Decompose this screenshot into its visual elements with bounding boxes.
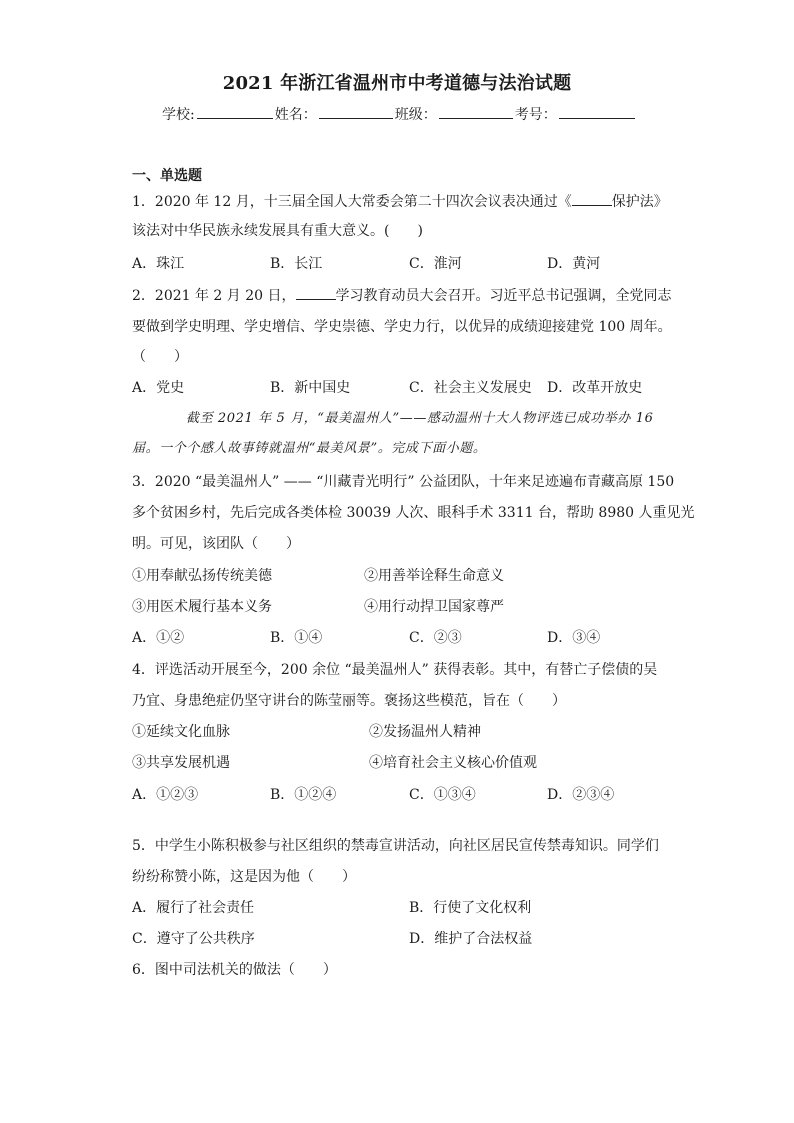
school-label: 学校: xyxy=(162,107,195,123)
student-info-line xyxy=(162,104,637,124)
q5-option-c: C．遵守了公共秩序 xyxy=(132,931,255,947)
name-blank[interactable] xyxy=(319,105,393,119)
school-blank[interactable] xyxy=(197,105,273,119)
q4-choice-4: ④培育社会主义核心价值观 xyxy=(369,755,537,771)
page-title: 2021 年浙江省温州市中考道德与法治试题 xyxy=(222,73,572,94)
q1-option-a: A．珠江 xyxy=(132,256,185,272)
q2-blank xyxy=(296,286,336,300)
q3-option-a: A．①② xyxy=(132,630,185,646)
name-label: 姓名： xyxy=(274,107,317,123)
q2-stem-part2: 学习教育动员大会召开。习近平总书记强调，全党同志 xyxy=(335,288,672,304)
class-label: 班级： xyxy=(394,107,437,123)
q4-choice-3: ③共享发展机遇 xyxy=(132,755,230,771)
q4-line2: 乃宜、身患绝症仍坚守讲台的陈莹丽等。褒扬这些模范，旨在（ ） xyxy=(132,693,566,709)
q3-option-b: B．①④ xyxy=(270,630,323,646)
q5-line1: 5．中学生小陈积极参与社区组织的禁毒宣讲活动，向社区居民宣传禁毒知识。同学们 xyxy=(132,838,659,854)
q4-option-c: C．①③④ xyxy=(409,787,476,803)
class-blank[interactable] xyxy=(439,105,513,119)
q2-stem-part1: 2．2021 年 2 月 20 日， xyxy=(132,288,296,304)
exam-no-label: 考号： xyxy=(514,107,557,123)
q3-choice-3: ③用医术履行基本义务 xyxy=(132,599,272,615)
q2-line1 xyxy=(132,286,672,306)
q1-option-d: D．黄河 xyxy=(547,256,601,272)
q5-option-d: D．维护了合法权益 xyxy=(409,931,533,947)
section-heading: 一、单选题 xyxy=(132,168,202,184)
q3-option-c: C．②③ xyxy=(409,630,462,646)
q3-line1: 3．2020 “最美温州人” —— “川藏青光明行” 公益团队，十年来足迹遍布青藏高原 150 xyxy=(132,474,675,490)
q2-option-b: B．新中国史 xyxy=(270,380,351,396)
q2-option-a: A．党史 xyxy=(132,380,185,396)
q1-stem-part2: 保护法》 xyxy=(611,194,668,210)
q1-option-c: C．淮河 xyxy=(409,256,462,272)
q3-line2: 多个贫困乡村，先后完成各类体检 30039 人次、眼科手术 3311 台，帮助 8980 人重见光 xyxy=(132,505,695,521)
q6-line1: 6．图中司法机关的做法（ ） xyxy=(132,962,337,978)
q4-line1: 4．评选活动开展至今，200 余位 “最美温州人” 获得表彰。其中，有替亡子偿债的吴 xyxy=(132,662,658,678)
q5-line2: 纷纷称赞小陈，这是因为他（ ） xyxy=(132,869,356,885)
q1-line2: 该法对中华民族永续发展具有重大意义。( ) xyxy=(132,223,423,239)
q3-choice-4: ④用行动捍卫国家尊严 xyxy=(364,599,504,615)
q4-choice-2: ②发扬温州人精神 xyxy=(369,724,481,740)
q2-option-d: D．改革开放史 xyxy=(547,380,643,396)
q4-option-d: D．②③④ xyxy=(547,787,615,803)
q2-line3: （ ） xyxy=(132,349,188,365)
q3-choice-1: ①用奉献弘扬传统美德 xyxy=(132,568,272,584)
q1-option-b: B．长江 xyxy=(270,256,323,272)
material-line2: 届。一个个感人故事铸就温州“最美风景”。完成下面小题。 xyxy=(132,441,487,456)
q3-choice-2: ②用善举诠释生命意义 xyxy=(364,568,504,584)
exam-no-blank[interactable] xyxy=(559,105,635,119)
q3-option-d: D．③④ xyxy=(547,630,601,646)
material-line1: 截至 2021 年 5 月，“最美温州人”——感动温州十大人物评选已成功举办 16 xyxy=(186,411,654,426)
q1-blank xyxy=(572,192,612,206)
q4-choice-1: ①延续文化血脉 xyxy=(132,724,230,740)
q2-option-c: C．社会主义发展史 xyxy=(409,380,532,396)
q3-line3: 明。可见，该团队（ ） xyxy=(132,536,300,552)
q1-line1 xyxy=(132,192,668,212)
q4-option-a: A．①②③ xyxy=(132,787,199,803)
q5-option-b: B．行使了文化权利 xyxy=(409,900,532,916)
q5-option-a: A．履行了社会责任 xyxy=(132,900,255,916)
q4-option-b: B．①②④ xyxy=(270,787,337,803)
q1-stem-part1: 1．2020 年 12 月，十三届全国人大常委会第二十四次会议表决通过《 xyxy=(132,194,572,210)
q2-line2: 要做到学史明理、学史增信、学史崇德、学史力行，以优异的成绩迎接建党 100 周年。 xyxy=(132,319,672,335)
